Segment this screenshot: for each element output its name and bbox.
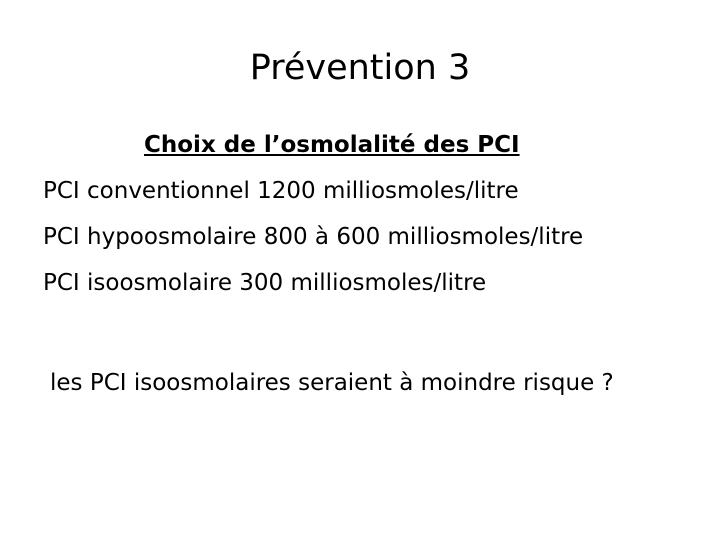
question-text: les PCI isoosmolaires seraient à moindre risque ? <box>50 370 614 396</box>
slide-content <box>43 133 703 317</box>
list-item-isoosmolar: PCI isoosmolaire 300 milliosmoles/litre <box>43 270 487 296</box>
list-item-hypoosmolar: PCI hypoosmolaire 800 à 600 milliosmoles/litre <box>43 224 584 250</box>
slide-title: Prévention 3 <box>249 48 471 88</box>
list-item-conventional: PCI conventionnel 1200 milliosmoles/litre <box>43 178 519 204</box>
subheading: Choix de l’osmolalité des PCI <box>144 132 520 158</box>
